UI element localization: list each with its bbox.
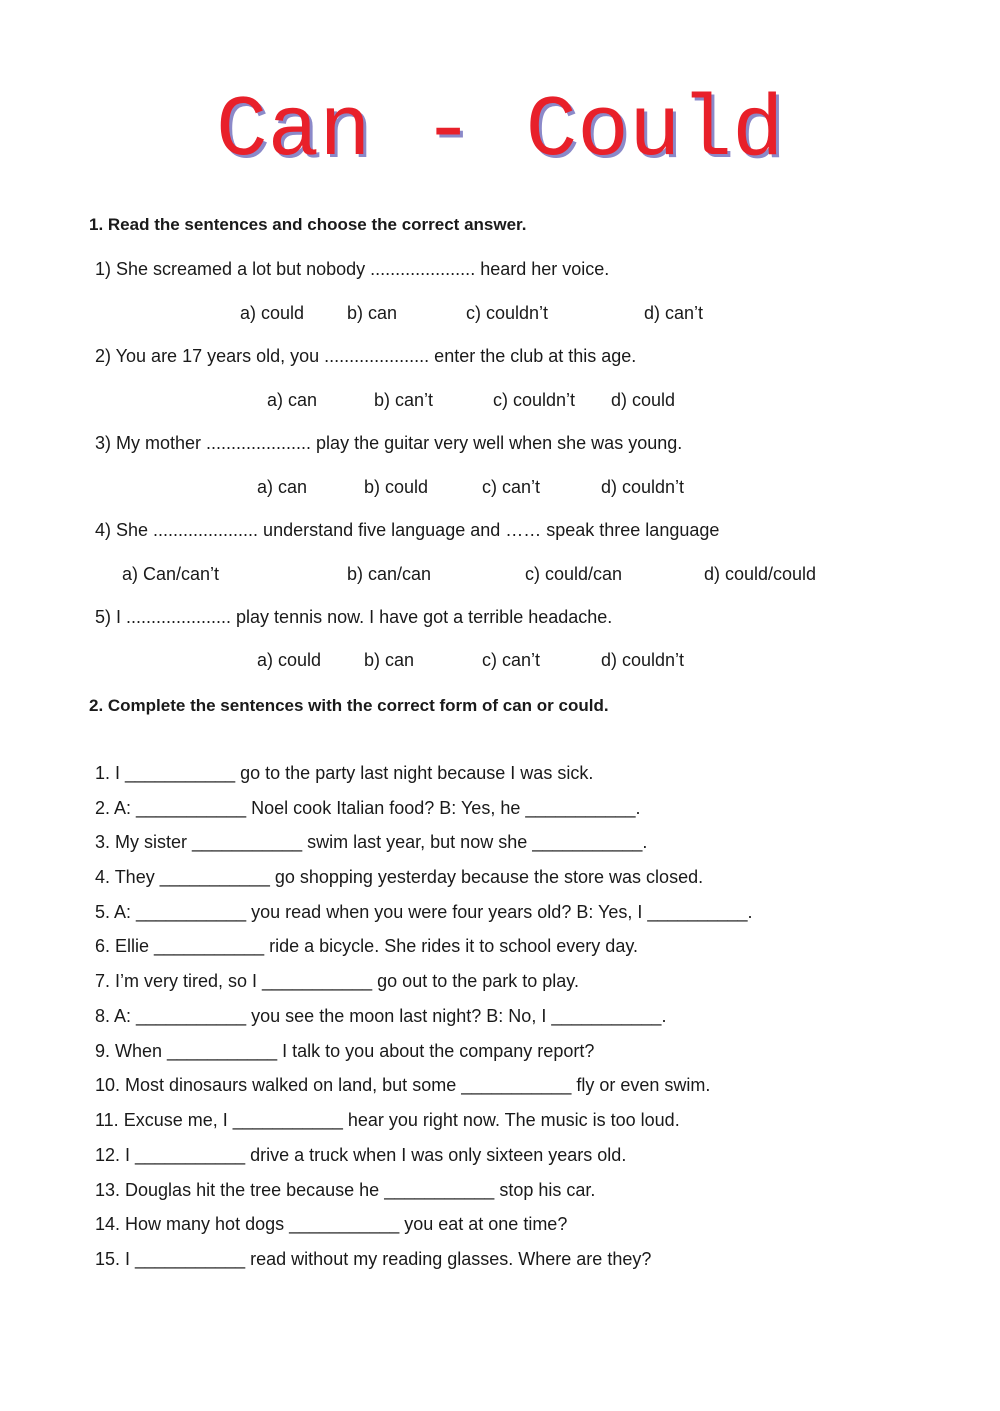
q4-option-b: b) can/can [347,564,432,584]
exercise-item-3: 3. My sister ___________ swim last year, but now she ___________. [95,832,648,852]
exercise-item-15: 15. I ___________ read without my reading glasses. Where are they? [95,1249,652,1269]
q2-option-c: c) couldn’t [493,390,576,410]
question-3: 3) My mother ..................... play the guitar very well when she was young. [95,433,683,453]
q1-option-d: d) can’t [644,303,704,323]
exercise-item-14: 14. How many hot dogs ___________ you eat at one time? [95,1214,568,1234]
q3-option-c: c) can’t [482,477,541,497]
exercise-item-11: 11. Excuse me, I ___________ hear you right now. The music is too loud. [95,1110,680,1130]
q2-option-b: b) can’t [374,390,434,410]
q5-option-b: b) can [364,650,415,670]
exercise-item-6: 6. Ellie ___________ ride a bicycle. She rides it to school every day. [95,936,638,956]
exercise-item-8: 8. A: ___________ you see the moon last night? B: No, I ___________. [95,1006,667,1026]
question-4: 4) She ..................... understand five language and …… speak three language [95,520,720,540]
section2-heading: 2. Complete the sentences with the correct form of can or could. [89,696,609,715]
exercise-item-5: 5. A: ___________ you read when you were four years old? B: Yes, I __________. [95,902,753,922]
question-1: 1) She screamed a lot but nobody ..................... heard her voice. [95,259,610,279]
q1-option-b: b) can [347,303,398,323]
exercise-item-13: 13. Douglas hit the tree because he ___________ stop his car. [95,1180,596,1200]
exercise-item-12: 12. I ___________ drive a truck when I was only sixteen years old. [95,1145,627,1165]
exercise-item-4: 4. They ___________ go shopping yesterday because the store was closed. [95,867,704,887]
q3-option-d: d) couldn’t [601,477,685,497]
exercise-item-7: 7. I’m very tired, so I ___________ go out to the park to play. [95,971,579,991]
exercise-item-9: 9. When ___________ I talk to you about the company report? [95,1041,595,1061]
q5-option-a: a) could [257,650,322,670]
q1-option-c: c) couldn’t [466,303,549,323]
question-2: 2) You are 17 years old, you ..................... enter the club at this age. [95,346,637,366]
q2-option-a: a) can [267,390,318,410]
q3-option-b: b) could [364,477,429,497]
section1-heading: 1. Read the sentences and choose the correct answer. [89,215,527,234]
exercise-item-1: 1. I ___________ go to the party last night because I was sick. [95,763,594,783]
question-5: 5) I ..................... play tennis now. I have got a terrible headache. [95,607,613,627]
exercise-item-10: 10. Most dinosaurs walked on land, but some ___________ fly or even swim. [95,1075,711,1095]
exercise-item-2: 2. A: ___________ Noel cook Italian food? B: Yes, he ___________. [95,798,641,818]
worksheet-title: Can - Could [216,82,784,180]
q4-option-c: c) could/can [525,564,623,584]
q3-option-a: a) can [257,477,308,497]
q4-option-d: d) could/could [704,564,817,584]
q5-option-d: d) couldn’t [601,650,685,670]
q4-option-a: a) Can/can’t [122,564,220,584]
q5-option-c: c) can’t [482,650,541,670]
q1-option-a: a) could [240,303,305,323]
q2-option-d: d) could [611,390,676,410]
